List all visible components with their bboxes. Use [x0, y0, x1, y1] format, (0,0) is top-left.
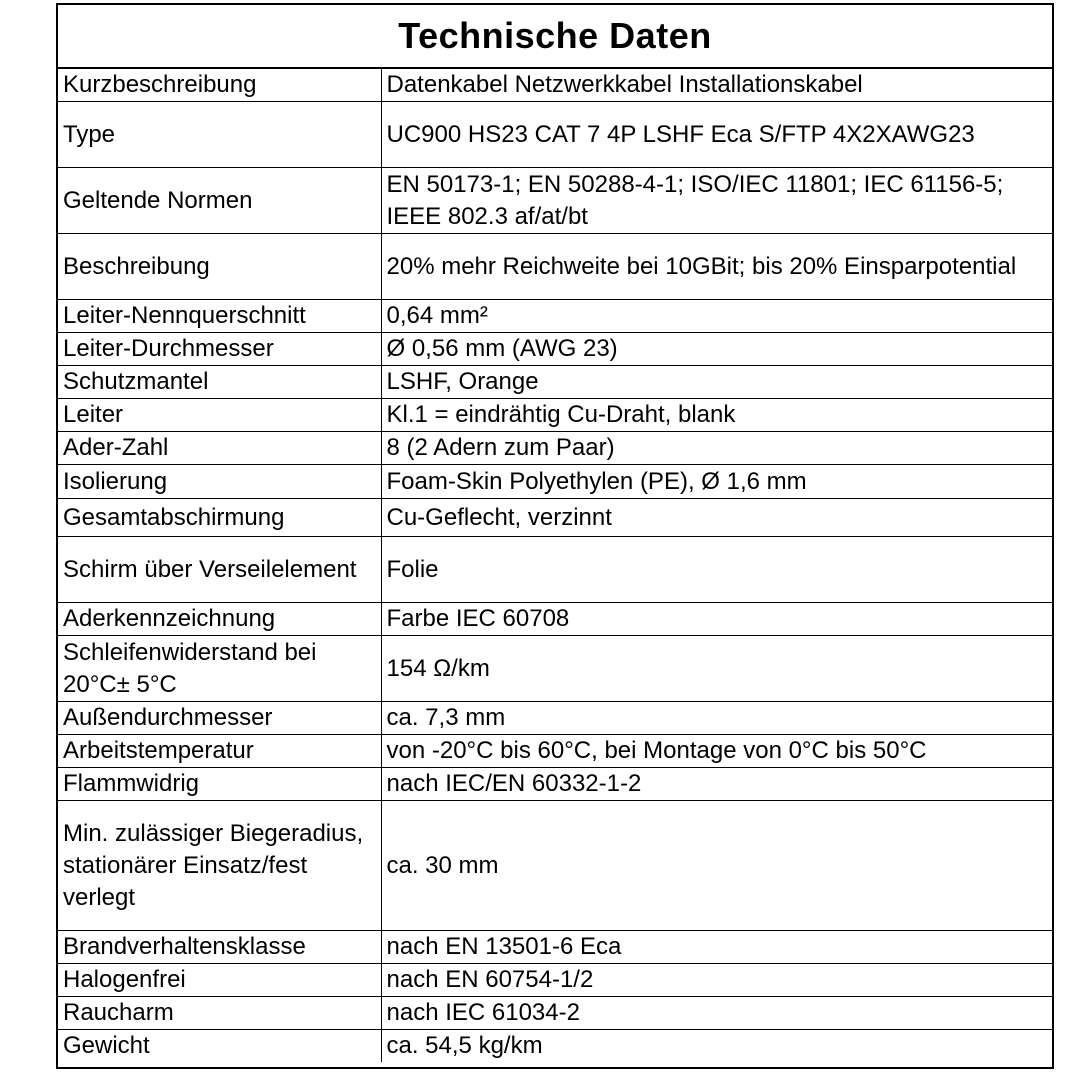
table-row: [58, 432, 1052, 465]
table-row: [58, 964, 1052, 997]
spec-value: Farbe IEC 60708: [381, 603, 1052, 636]
spec-label: Außendurchmesser: [58, 702, 381, 735]
table-row: [58, 768, 1052, 801]
spec-value: ca. 54,5 kg/km: [381, 1030, 1052, 1063]
spec-value: 8 (2 Adern zum Paar): [381, 432, 1052, 465]
table-row: [58, 499, 1052, 537]
spec-label: Schirm über Verseilelement: [58, 537, 381, 603]
spec-value: von -20°C bis 60°C, bei Montage von 0°C bis 50°C: [381, 735, 1052, 768]
spec-label: Leiter: [58, 399, 381, 432]
spec-label: Schleifenwiderstand bei 20°C± 5°C: [58, 636, 381, 702]
specs-table-body: [58, 69, 1052, 1062]
table-row: [58, 1030, 1052, 1063]
spec-label: Raucharm: [58, 997, 381, 1030]
spec-label: Brandverhaltensklasse: [58, 931, 381, 964]
table-row: [58, 997, 1052, 1030]
spec-label: Gewicht: [58, 1030, 381, 1063]
spec-value: 20% mehr Reichweite bei 10GBit; bis 20% Einsparpotential: [381, 234, 1052, 300]
spec-label: Schutzmantel: [58, 366, 381, 399]
table-row: [58, 636, 1052, 702]
spec-label: Leiter-Durchmesser: [58, 333, 381, 366]
table-row: [58, 702, 1052, 735]
table-row: [58, 300, 1052, 333]
spec-value: Folie: [381, 537, 1052, 603]
spec-value: nach EN 60754-1/2: [381, 964, 1052, 997]
spec-label: Halogenfrei: [58, 964, 381, 997]
spec-label: Leiter-Nennquerschnitt: [58, 300, 381, 333]
table-row: [58, 931, 1052, 964]
spec-label: Min. zulässiger Biegeradius, stationärer Einsatz/fest verlegt: [58, 801, 381, 931]
table-row: [58, 603, 1052, 636]
spec-value: UC900 HS23 CAT 7 4P LSHF Eca S/FTP 4X2XAWG23: [381, 102, 1052, 168]
spec-value: ca. 7,3 mm: [381, 702, 1052, 735]
spec-value: Foam-Skin Polyethylen (PE), Ø 1,6 mm: [381, 465, 1052, 499]
table-row: [58, 69, 1052, 102]
table-title: Technische Daten: [398, 15, 712, 56]
spec-label: Beschreibung: [58, 234, 381, 300]
spec-value: Datenkabel Netzwerkkabel Installationskabel: [381, 69, 1052, 102]
spec-value: Cu-Geflecht, verzinnt: [381, 499, 1052, 537]
table-row: [58, 801, 1052, 931]
table-row: [58, 465, 1052, 499]
table-row: [58, 333, 1052, 366]
spec-label: Kurzbeschreibung: [58, 69, 381, 102]
spec-value: nach IEC/EN 60332-1-2: [381, 768, 1052, 801]
spec-label: Geltende Normen: [58, 168, 381, 234]
spec-value: Kl.1 = eindrähtig Cu-Draht, blank: [381, 399, 1052, 432]
spec-value: nach IEC 61034-2: [381, 997, 1052, 1030]
table-row: [58, 399, 1052, 432]
title-row: [58, 5, 1052, 69]
spec-value: LSHF, Orange: [381, 366, 1052, 399]
table-row: [58, 168, 1052, 234]
table-row: [58, 102, 1052, 168]
spec-label: Ader-Zahl: [58, 432, 381, 465]
spec-label: Arbeitstemperatur: [58, 735, 381, 768]
spec-value: 0,64 mm²: [381, 300, 1052, 333]
spec-value: EN 50173-1; EN 50288-4-1; ISO/IEC 11801; IEC 61156-5; IEEE 802.3 af/at/bt: [381, 168, 1052, 234]
technical-data-table: [56, 3, 1054, 1069]
spec-label: Flammwidrig: [58, 768, 381, 801]
table-row: [58, 735, 1052, 768]
spec-label: Aderkennzeichnung: [58, 603, 381, 636]
specs-table: [58, 69, 1052, 1062]
spec-value: 154 Ω/km: [381, 636, 1052, 702]
table-row: [58, 537, 1052, 603]
spec-value: ca. 30 mm: [381, 801, 1052, 931]
spec-value: Ø 0,56 mm (AWG 23): [381, 333, 1052, 366]
spec-value: nach EN 13501-6 Eca: [381, 931, 1052, 964]
spec-label: Isolierung: [58, 465, 381, 499]
table-row: [58, 234, 1052, 300]
spec-label: Type: [58, 102, 381, 168]
table-row: [58, 366, 1052, 399]
spec-label: Gesamtabschirmung: [58, 499, 381, 537]
